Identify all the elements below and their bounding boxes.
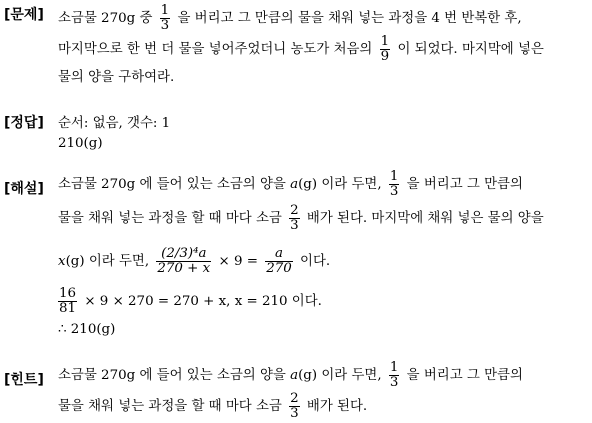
hint-text: 배가 된다. xyxy=(306,399,368,415)
fraction xyxy=(265,247,293,276)
problem-line-1 xyxy=(58,4,522,33)
problem-text: 을 버리고 그 만큼의 물을 채워 넣는 과정을 4 번 반복한 후, xyxy=(177,11,522,27)
fraction xyxy=(289,392,300,421)
numerator: a xyxy=(265,247,293,262)
fraction xyxy=(156,247,211,276)
math-variable: a xyxy=(290,368,299,384)
explanation-text: 을 버리고 그 만큼의 xyxy=(406,177,523,193)
hint-text: (g) 이라 두면, xyxy=(298,368,382,384)
problem-label: [문제] xyxy=(4,7,44,23)
answer-line-1: 순서: 없음, 갯수: 1 xyxy=(58,116,171,131)
answer-label: [정답] xyxy=(4,115,44,131)
numerator: 1 xyxy=(389,360,399,375)
denominator: 81 xyxy=(59,301,77,317)
numerator: 1 xyxy=(380,34,390,49)
problem-text: 이 되었다. 마지막에 넣은 xyxy=(397,42,544,58)
numerator: (2/3)⁴a xyxy=(156,247,211,262)
hint-text: 소금물 270g 에 들어 있는 소금의 양을 xyxy=(58,368,286,384)
fraction xyxy=(289,204,300,233)
math-operator: × 9 = xyxy=(218,254,258,270)
math-variable: a xyxy=(290,177,299,193)
fraction xyxy=(160,4,171,33)
explanation-text: (g) 이라 두면, xyxy=(65,254,150,270)
explanation-line-2 xyxy=(58,204,544,233)
explanation-line-3 xyxy=(58,247,330,276)
denominator: 270 + x xyxy=(157,261,211,277)
denominator: 3 xyxy=(290,218,299,234)
problem-line-3: 물의 양을 구하여라. xyxy=(58,70,175,85)
explanation-line-4 xyxy=(58,287,322,316)
numerator: 2 xyxy=(290,391,299,406)
denominator: 3 xyxy=(290,406,299,422)
explanation-text: (g) 이라 두면, xyxy=(298,177,382,193)
denominator: 9 xyxy=(380,49,390,65)
denominator: 3 xyxy=(160,18,170,34)
hint-text: 물을 채워 넣는 과정을 할 때 마다 소금 xyxy=(58,399,282,415)
hint-label: [힌트] xyxy=(4,372,44,388)
denominator: 270 xyxy=(266,261,292,277)
explanation-line-5: ∴ 210(g) xyxy=(58,322,116,337)
problem-line-2 xyxy=(58,35,544,64)
fraction xyxy=(58,287,77,316)
explanation-text: 소금물 270g 에 들어 있는 소금의 양을 xyxy=(58,177,286,193)
denominator: 3 xyxy=(389,184,399,200)
problem-text: 마지막으로 한 번 더 물을 넣어주었더니 농도가 처음의 xyxy=(58,42,373,58)
hint-line-2 xyxy=(58,392,367,421)
fraction xyxy=(380,35,391,64)
numerator: 2 xyxy=(290,203,299,218)
hint-text: 을 버리고 그 만큼의 xyxy=(406,368,523,384)
fraction xyxy=(389,170,400,199)
explanation-text: 배가 된다. 마지막에 채워 넣은 물의 양을 xyxy=(306,211,544,227)
explanation-text: 이다. xyxy=(300,254,331,270)
explanation-text: 물을 채워 넣는 과정을 할 때 마다 소금 xyxy=(58,211,282,227)
numerator: 1 xyxy=(389,169,399,184)
hint-line-1 xyxy=(58,361,523,390)
answer-line-2: 210(g) xyxy=(58,136,103,151)
explanation-label: [해설] xyxy=(4,181,44,197)
problem-text: 소금물 270g 중 xyxy=(58,11,153,27)
explanation-line-1 xyxy=(58,170,523,199)
numerator: 16 xyxy=(59,286,77,301)
denominator: 3 xyxy=(389,375,399,391)
explanation-text: × 9 × 270 = 270 + x, x = 210 이다. xyxy=(84,294,322,310)
math-variable: x xyxy=(58,254,66,270)
fraction xyxy=(389,361,400,390)
numerator: 1 xyxy=(160,3,170,18)
